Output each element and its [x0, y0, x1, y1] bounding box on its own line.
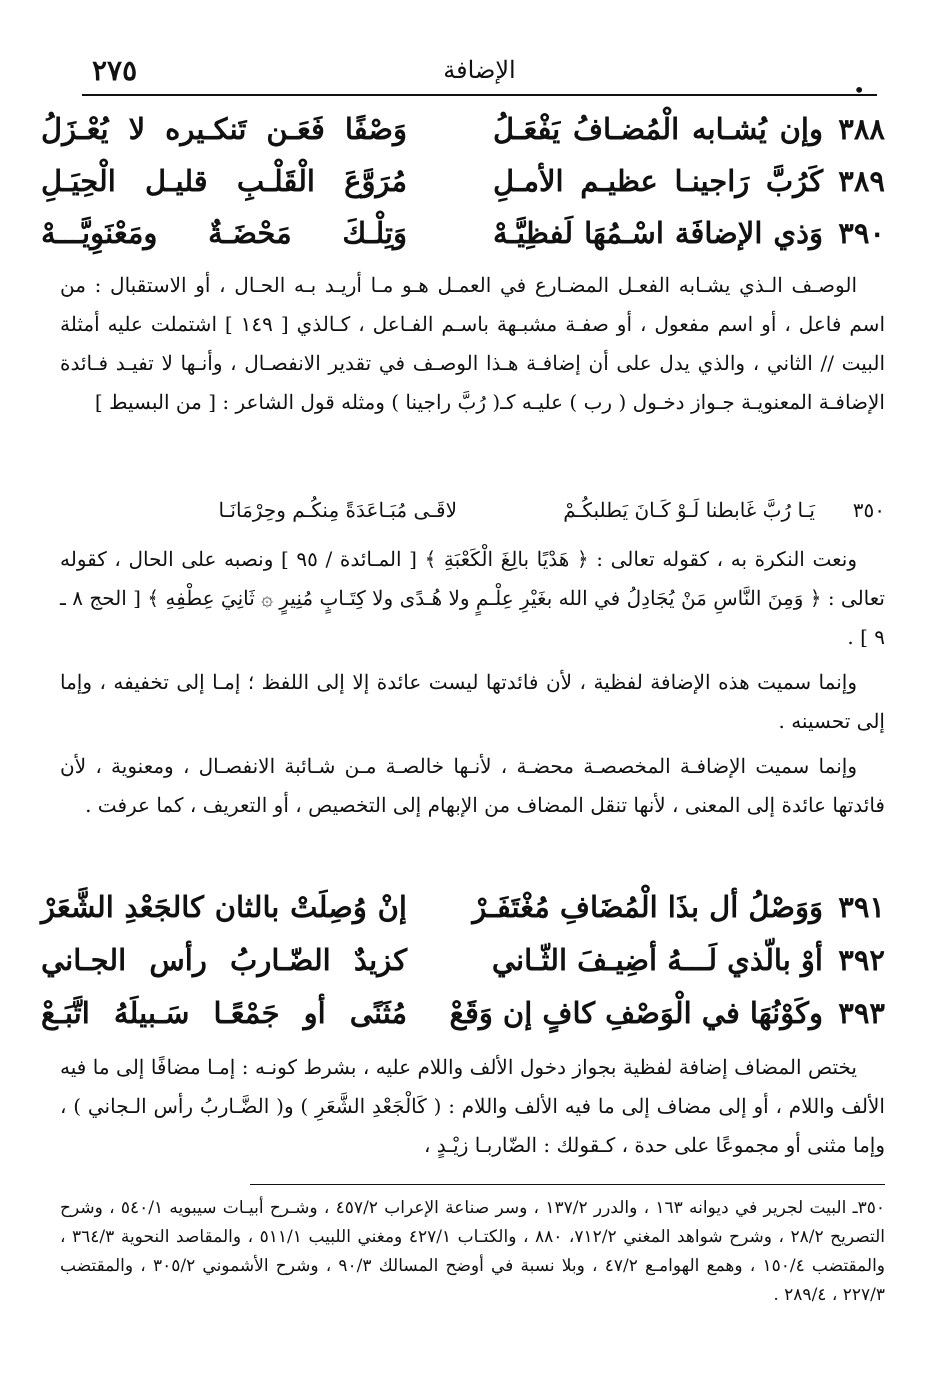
cited-verse [60, 498, 885, 538]
verse-number: ٣٩٢ [838, 943, 885, 977]
verse-second-hemistich: مُثَنًى أو جَمْعًـا سَـبيلَهُ اتَّبَـعْ [41, 996, 407, 1030]
citation-second-hemistich: لاقَـى مُبَـاعَدَةً مِنكُـم وحِرْمَانَـا [218, 498, 457, 522]
commentary-block [60, 266, 885, 422]
footnote-rule [250, 1184, 885, 1185]
verse-second-hemistich: وَصْفًا فَعَـن تَنكـيره لا يُعْـزَلُ [41, 112, 407, 146]
commentary-block [60, 1048, 885, 1165]
verse-first-hemistich: وَوَصْلُ أل بذَا الْمُضَافِ مُغْتَفَـرْ [472, 890, 823, 924]
verse-line [41, 164, 885, 212]
verse-first-hemistich: وكَوْنُهَا في الْوَصْفِ كافٍ إن وَقَعْ [449, 996, 823, 1030]
verse-line [41, 943, 885, 991]
citation-number: ٣٥٠ [852, 498, 885, 522]
footnote: ٣٥٠ـ البيت لجرير في ديوانه ١٦٣ ، والدرر ١٣٧/٢ ، وسر صناعة الإعراب ٤٥٧/٢ ، وشـرح أبيـات سيبويه ٥٤٠/١ ، وشرح التصريح ٢٨/٢ ، وشرح شواهد المغني ٧١٢/٢، ٨٨٠ ، والكتـاب ٤٢٧/١ ومغني اللبيب ٥١١/١ ، والمقاصد النحوية ٣٦٤/٣ ، والمقتضب ١٥٠/٤ ، وهمع الهوامـع ٤٧/٢ ، وبلا نسبة في أوضح المسالك ٩٠/٣ ، وشرح الأشموني ٣٠٥/٢ ، والمقتضب ٢٢٧/٣ ، ٢٨٩/٤ . [60, 1198, 886, 1305]
verse-first-hemistich: وإن يُشـابه الْمُضـافُ يَفْعَـلُ [493, 112, 823, 146]
verse-first-hemistich: كَرُبَّ رَاجينـا عظيـم الأمـلِ [493, 164, 823, 198]
verse-line [41, 216, 885, 264]
verse-second-hemistich: كزيدٌ الضّـاربُ رأس الجـاني [41, 943, 407, 977]
verse-number: ٣٩٣ [838, 996, 885, 1030]
verse-first-hemistich: وَذي الإضافَة اسْـمُهَا لَفظِيَّـهْ [493, 216, 823, 250]
page-number: ٢٧٥ [92, 54, 138, 87]
verse-first-hemistich: أوْ بالّذي لَـــهُ أضِيـفَ الثّـاني [491, 943, 823, 977]
commentary-paragraph: وإنما سميت الإضافـة المخصصـة محضـة ، لأنـها خالصـة مـن شـائبة الانفصـال ، ومعنوية ، لأن فائدتها عائدة إلى المعنى ، لأنها تنقل المضاف من الإبهام إلى التخصيص ، أو التعريف ، كما عرفت . [60, 754, 885, 817]
commentary-paragraph: الوصـف الـذي يشـابه الفعـل المضـارع في العمـل هـو مـا أريـد بـه الحـال ، أو الاستقبال : من اسم فاعل ، أو اسم مفعول ، أو صفـة مشبـهة باسـم الفـاعل ، كـالذي [ ١٤٩ ] اشتملت عليه أمثلة البيت // الثاني ، والذي يدل على أن إضافـة هـذا الوصـف في تقدير الانفصـال ، وأنـها لا تفيـد فـائدة الإضافـة المعنويـة جـواز دخـول ( رب ) عليـه كـ( رُبَّ راجينا ) ومثله قول الشاعر : [ من البسيط ] [60, 273, 885, 414]
page-title: الإضافة [443, 56, 516, 84]
footnotes [60, 1194, 885, 1310]
verse-number: ٣٨٩ [838, 164, 885, 198]
running-header [82, 52, 877, 102]
header-dot: • [853, 78, 865, 102]
verse-second-hemistich: إنْ وُصِلَتْ بالثان كالجَعْدِ الشَّعَرْ [41, 890, 407, 924]
verse-number: ٣٩٠ [838, 216, 885, 250]
verse-line [41, 890, 885, 938]
commentary-paragraph: يختص المضاف إضافة لفظية بجواز دخول الألف واللام عليه ، بشرط كونـه : إمـا مضافًا إلى ما فيه الألف واللام ، أو إلى مضاف إلى ما فيه الألف واللام : ( كَالْجَعْدِ الشَّعَرِ ) و( الضَّـاربُ رأس الـجاني ) ، وإما مثنى أو مجموعًا على حدة ، كـقولك : الضّاربـا زيْـدٍ ، [60, 1055, 885, 1157]
verse-number: ٣٨٨ [838, 112, 885, 146]
verse-second-hemistich: وَتِلْـكَ مَحْضَـةٌ ومَعْنَوِيَّـــهْ [41, 216, 407, 250]
verse-line [41, 112, 885, 160]
citation-first-hemistich: يَـا رُبَّ غَابطنا لَـوْ كَـانَ يَطلبكُـمْ [563, 498, 815, 522]
commentary-paragraph: وإنما سميت هذه الإضافة لفظية ، لأن فائدتها ليست عائدة إلا إلى اللفظ ؛ إمـا إلى تخفيفه ، وإما إلى تحسينه . [60, 670, 885, 733]
verse-number: ٣٩١ [838, 890, 885, 924]
commentary-paragraph: ونعت النكرة به ، كقوله تعالى : ﴿ هَدْيًا بالِغَ الْكَعْبَةِ ﴾ [ المـائدة / ٩٥ ] ونصبه على الحال ، كقوله تعالى : ﴿ وَمِنَ النَّاسِ مَنْ يُجَادِلُ في الله بغَيْرِ عِلْـمٍ ولا هُـدًى ولا كِتَـابٍ مُنِيرٍ ۞ ثَانِيَ عِطْفِهِ ﴾ [ الحج ٨ ـ ٩ ] . [60, 547, 885, 649]
verse-line [41, 996, 885, 1044]
verse-second-hemistich: مُرَوَّعَ الْقَلْـبِ قليـل الْحِيَـلِ [41, 164, 407, 198]
commentary-block [60, 540, 885, 825]
